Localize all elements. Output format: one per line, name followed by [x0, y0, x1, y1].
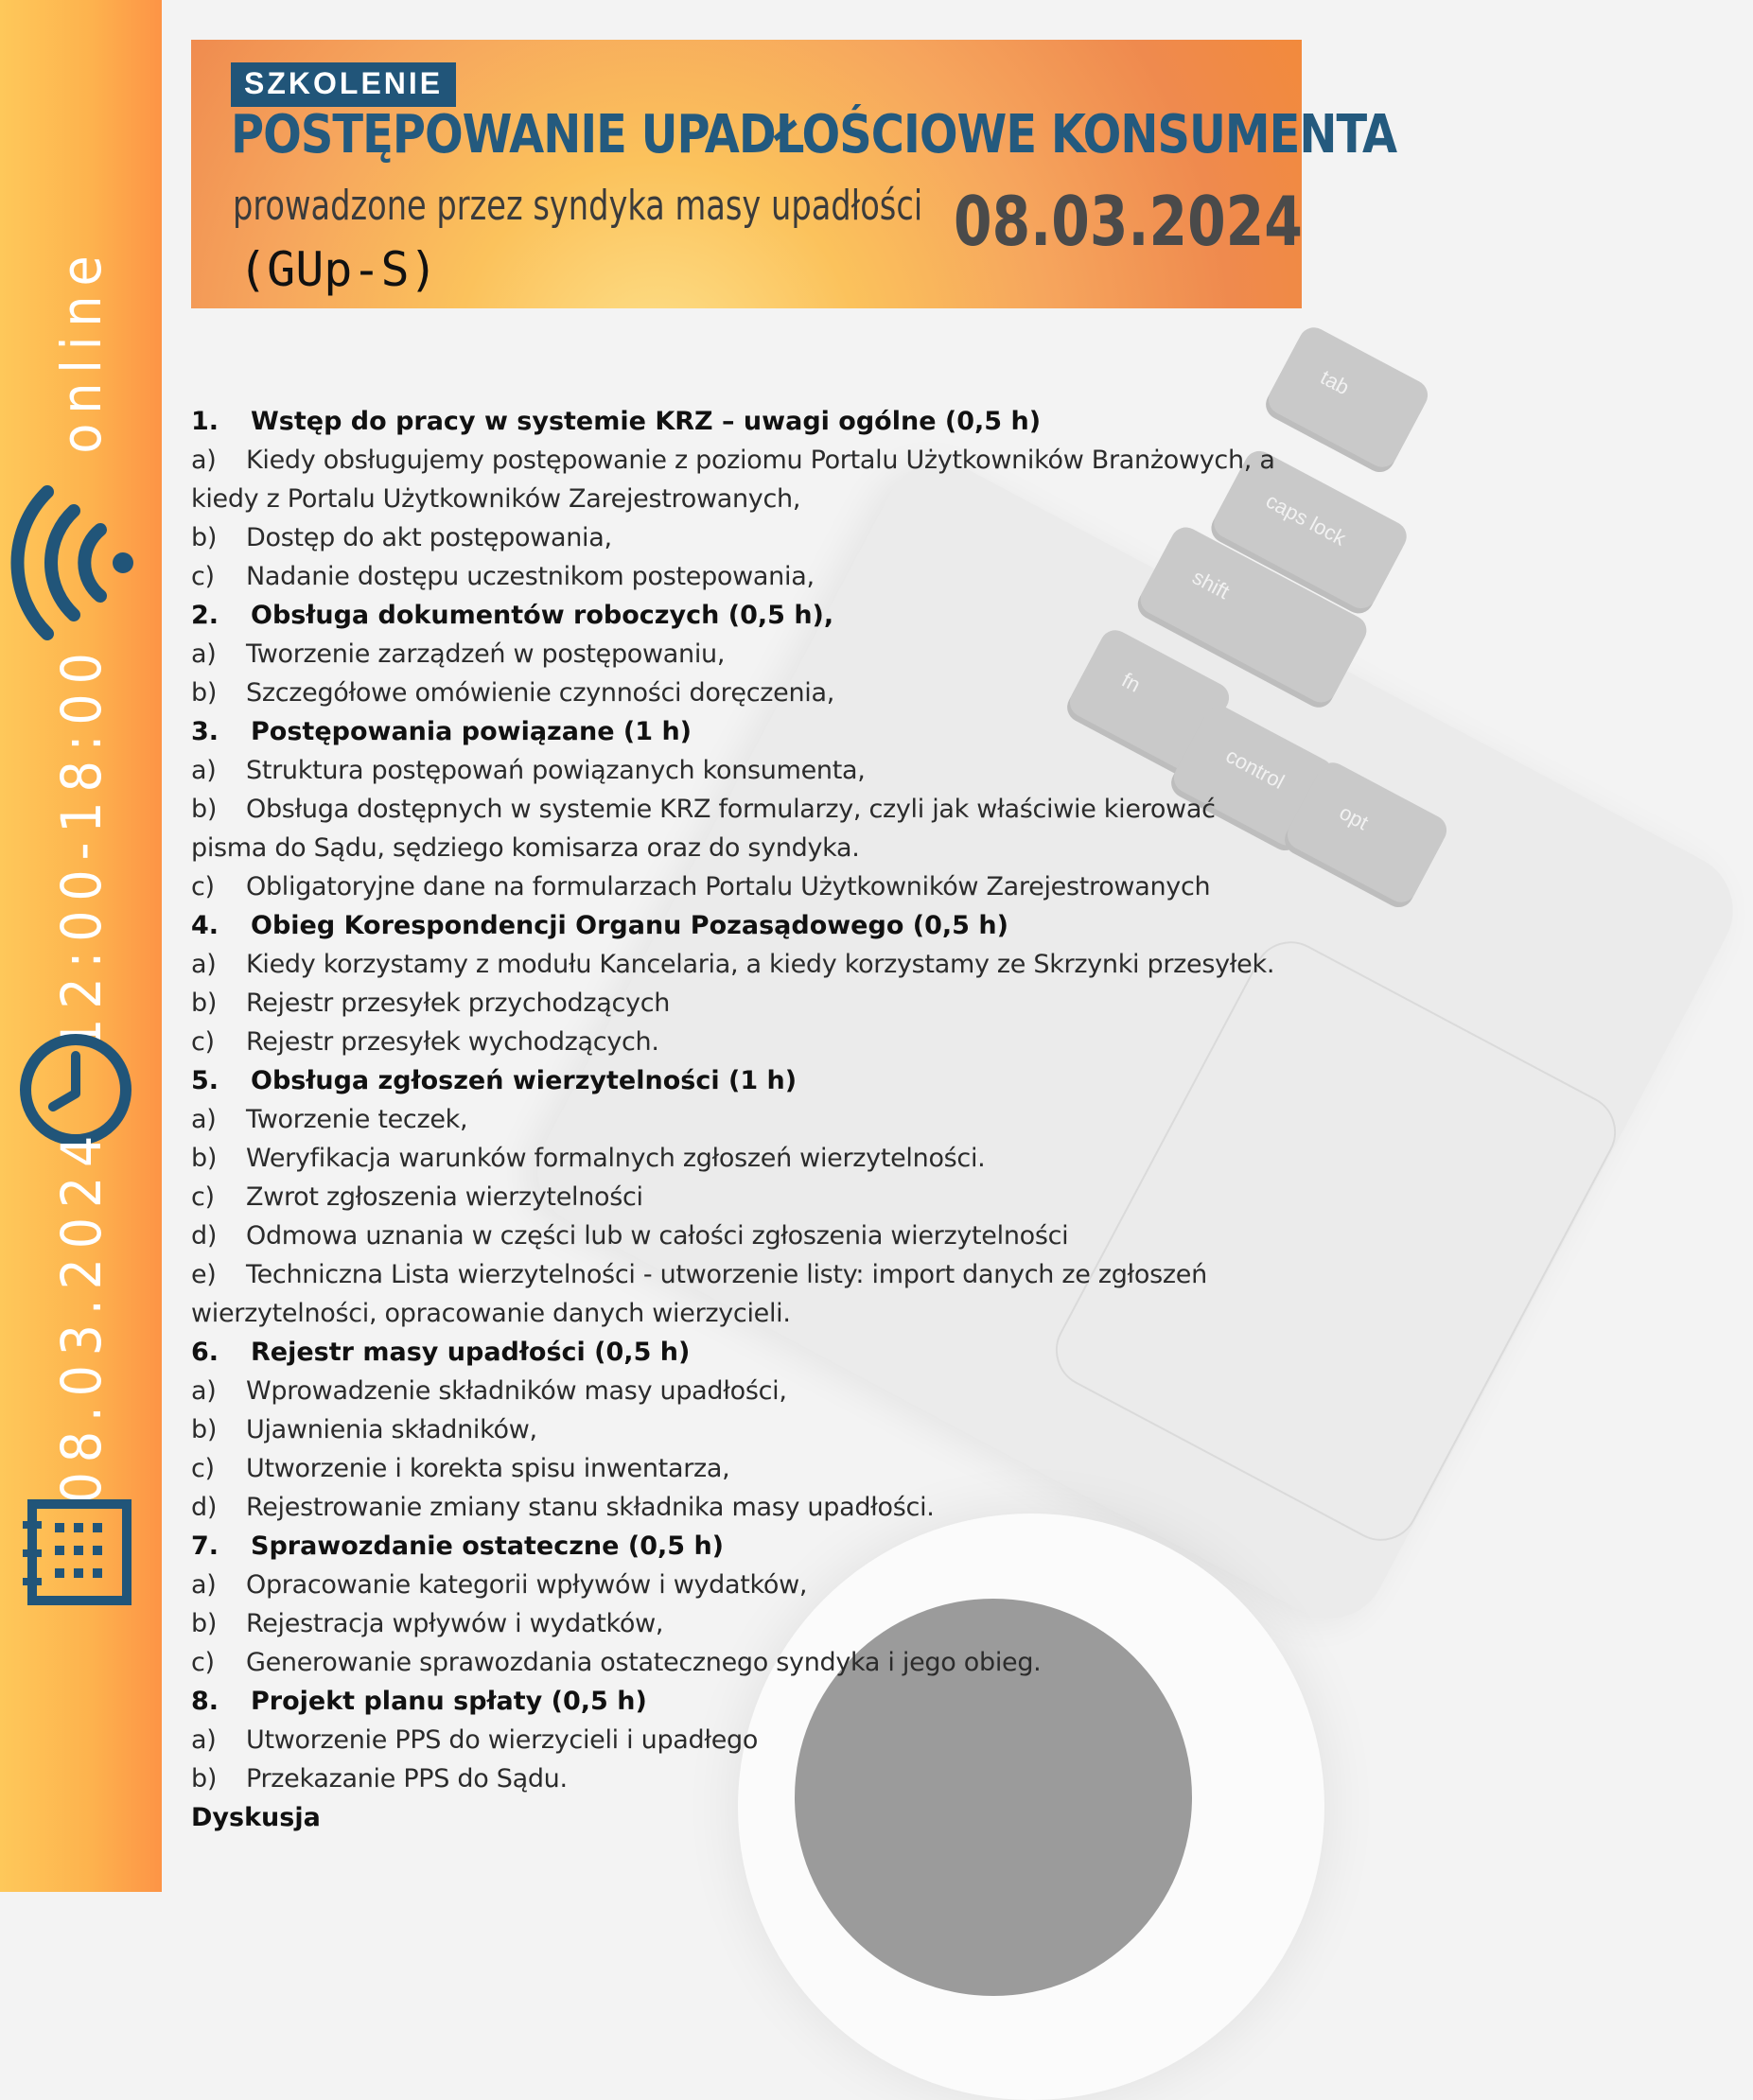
list-item-text: Rejestr przesyłek wychodzących.: [246, 1027, 659, 1057]
list-item-letter: c): [191, 1027, 215, 1057]
list-item-letter: a): [191, 1376, 217, 1406]
list-item-letter: c): [191, 872, 215, 901]
list-item: [191, 1255, 1279, 1333]
list-item-text: Tworzenie zarządzeń w postępowaniu,: [246, 639, 726, 669]
list-item-text: Generowanie sprawozdania ostatecznego syndyka i jego obieg.: [246, 1648, 1042, 1677]
list-item-text: Odmowa uznania w części lub w całości zgłoszenia wierzytelności: [246, 1221, 1069, 1251]
section-title: [191, 402, 1279, 441]
list-item-letter: b): [191, 795, 218, 824]
banner-date: 08.03.2024: [954, 182, 1303, 261]
list-item: [191, 1216, 1279, 1255]
banner-handwritten-note: (GUp-S): [238, 242, 438, 297]
section-title: [191, 1527, 1279, 1566]
list-item-letter: b): [191, 1144, 218, 1173]
list-item-letter: b): [191, 678, 218, 708]
list-item-letter: a): [191, 1725, 217, 1755]
list-item-letter: b): [191, 1764, 218, 1794]
list-item: [191, 441, 1279, 518]
discussion-label: Dyskusja: [191, 1803, 321, 1832]
list-item-text: Rejestracja wpływów i wydatków,: [246, 1609, 664, 1638]
list-item: [191, 984, 1279, 1023]
calendar-icon: [17, 1496, 134, 1608]
list-item: [191, 674, 1279, 712]
section-title-text: Sprawozdanie ostateczne (0,5 h): [251, 1531, 725, 1561]
list-item-text: Kiedy korzystamy z modułu Kancelaria, a kiedy korzystamy ze Skrzynki przesyłek.: [246, 950, 1275, 979]
list-item-letter: a): [191, 950, 217, 979]
section-title: [191, 712, 1279, 751]
list-item-letter: c): [191, 1454, 215, 1483]
list-item-letter: b): [191, 1609, 218, 1638]
list-item-text: Kiedy obsługujemy postępowanie z poziomu Portalu Użytkowników Branżowych, a kiedy z Portalu Użytkowników Zarejestrowanych,: [191, 446, 1275, 514]
list-item: [191, 945, 1279, 984]
training-badge: SZKOLENIE: [231, 62, 456, 107]
keyboard-key: shift: [1135, 522, 1372, 708]
banner-title: POSTĘPOWANIE UPADŁOŚCIOWE KONSUMENTA: [231, 104, 1397, 166]
list-item: [191, 1139, 1279, 1178]
list-item-letter: d): [191, 1221, 218, 1251]
list-item-text: Rejestr przesyłek przychodzących: [246, 989, 671, 1018]
list-item-text: Obligatoryjne dane na formularzach Portalu Użytkowników Zarejestrowanych: [246, 872, 1211, 901]
list-item-text: Przekazanie PPS do Sądu.: [246, 1764, 568, 1794]
section-number: 4.: [191, 911, 219, 940]
program-list: [191, 402, 1279, 1837]
section-title: [191, 906, 1279, 945]
list-item: [191, 790, 1279, 867]
section-number: 2.: [191, 601, 219, 630]
list-item: [191, 751, 1279, 790]
section-title: [191, 1682, 1279, 1721]
section-title-text: Wstęp do pracy w systemie KRZ – uwagi ogólne (0,5 h): [251, 407, 1042, 436]
list-item-text: Szczegółowe omówienie czynności doręczenia,: [246, 678, 834, 708]
keyboard-key: caps lock: [1209, 446, 1412, 613]
list-item: [191, 867, 1279, 906]
list-item-text: Weryfikacja warunków formalnych zgłoszeń wierzytelności.: [246, 1144, 986, 1173]
list-item-text: Wprowadzenie składników masy upadłości,: [246, 1376, 787, 1406]
list-item: [191, 1449, 1279, 1488]
section-title-text: Obieg Korespondencji Organu Pozasądowego (0,5 h): [251, 911, 1008, 940]
list-item-text: Rejestrowanie zmiany stanu składnika masy upadłości.: [246, 1493, 935, 1522]
list-item: [191, 1643, 1279, 1682]
list-item: [191, 1759, 1279, 1798]
list-item-letter: c): [191, 562, 215, 591]
list-item-letter: c): [191, 1648, 215, 1677]
list-item-letter: b): [191, 523, 218, 552]
sidebar-time-label: 12:00-18:00: [49, 643, 114, 1050]
list-item-letter: b): [191, 989, 218, 1018]
list-item-letter: d): [191, 1493, 218, 1522]
list-item: [191, 1721, 1279, 1759]
header-banner: [191, 40, 1397, 308]
list-item: [191, 1178, 1279, 1216]
keyboard-key: opt: [1282, 758, 1451, 908]
list-item-text: Utworzenie PPS do wierzycieli i upadłego: [246, 1725, 759, 1755]
section-number: 6.: [191, 1338, 219, 1367]
section-title-text: Obsługa dokumentów roboczych (0,5 h),: [251, 601, 834, 630]
sidebar-date-label: 08.03.2024: [49, 1126, 114, 1504]
section-number: 1.: [191, 407, 219, 436]
list-item: [191, 518, 1279, 557]
section-title-text: Projekt planu spłaty (0,5 h): [251, 1687, 647, 1716]
list-item-text: Obsługa dostępnych w systemie KRZ formularzy, czyli jak właściwie kierować pisma do Sądu, sędziego komisarza oraz do syndyka.: [191, 795, 1216, 863]
list-item-text: Ujawnienia składników,: [246, 1415, 537, 1444]
keyboard-key: fn: [1064, 625, 1234, 776]
section-title: [191, 1333, 1279, 1372]
section-title-text: Rejestr masy upadłości (0,5 h): [251, 1338, 691, 1367]
banner-subtitle: prowadzone przez syndyka masy upadłości: [233, 182, 923, 230]
sidebar-mode-label: online: [49, 246, 114, 454]
section-title-text: Postępowania powiązane (1 h): [251, 717, 692, 746]
list-item: [191, 1100, 1279, 1139]
list-item: [191, 1372, 1279, 1410]
section-number: 7.: [191, 1531, 219, 1561]
left-sidebar: [0, 0, 162, 1892]
list-item: [191, 1604, 1279, 1643]
wifi-signal-icon: [17, 482, 140, 643]
list-item: [191, 1023, 1279, 1061]
list-item-text: Nadanie dostępu uczestnikom postepowania,: [246, 562, 815, 591]
section-title-text: Obsługa zgłoszeń wierzytelności (1 h): [251, 1066, 798, 1095]
list-item: [191, 635, 1279, 674]
list-item-text: Zwrot zgłoszenia wierzytelności: [246, 1182, 643, 1212]
list-item: [191, 1566, 1279, 1604]
section-number: 5.: [191, 1066, 219, 1095]
list-item: [191, 1488, 1279, 1527]
keyboard-key: tab: [1263, 323, 1432, 473]
section-title: [191, 1061, 1279, 1100]
list-item-letter: a): [191, 639, 217, 669]
list-item-text: Utworzenie i korekta spisu inwentarza,: [246, 1454, 730, 1483]
list-item-letter: a): [191, 1105, 217, 1134]
section-number: 8.: [191, 1687, 219, 1716]
section-title: [191, 596, 1279, 635]
list-item-letter: a): [191, 1570, 217, 1600]
list-item-letter: a): [191, 446, 217, 475]
list-item-letter: e): [191, 1260, 217, 1289]
keyboard-key: control: [1168, 701, 1338, 851]
list-item-text: Struktura postępowań powiązanych konsumenta,: [246, 756, 866, 785]
list-item: [191, 557, 1279, 596]
list-item-letter: c): [191, 1182, 215, 1212]
list-item-text: Techniczna Lista wierzytelności - utworzenie listy: import danych ze zgłoszeń wierzytelności, opracowanie danych wierzycieli.: [191, 1260, 1207, 1328]
list-item-letter: a): [191, 756, 217, 785]
list-item-text: Tworzenie teczek,: [246, 1105, 468, 1134]
section-number: 3.: [191, 717, 219, 746]
list-item-text: Dostęp do akt postępowania,: [246, 523, 612, 552]
list-item-letter: b): [191, 1415, 218, 1444]
list-item-text: Opracowanie kategorii wpływów i wydatków,: [246, 1570, 808, 1600]
list-item: [191, 1410, 1279, 1449]
